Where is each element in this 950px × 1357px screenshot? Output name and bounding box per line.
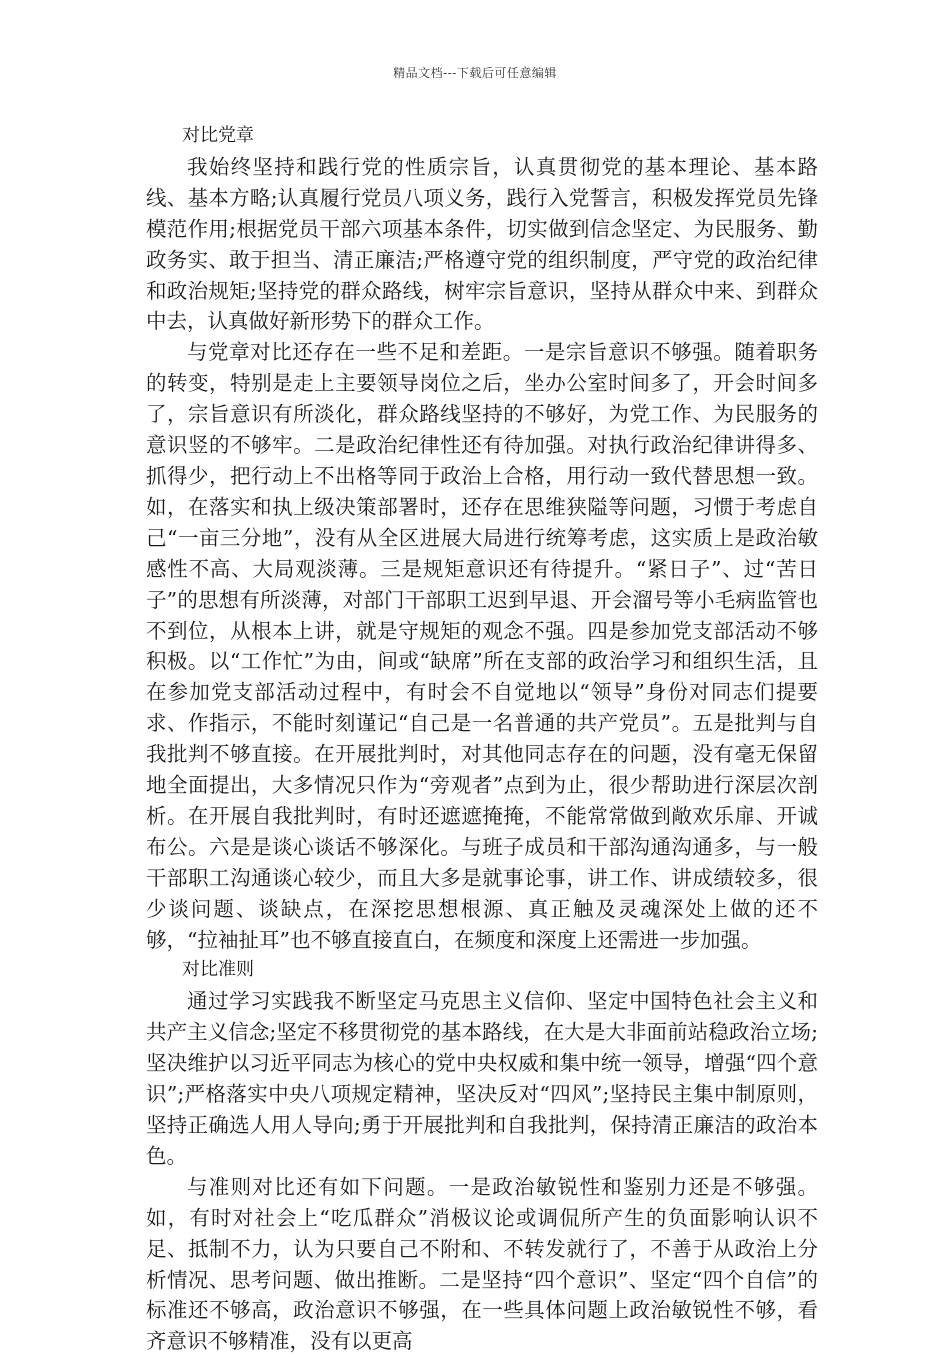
section-heading: 对比党章	[182, 125, 254, 146]
body-paragraph: 通过学习实践我不断坚定马克思主义信仰、坚定中国特色社会主义和共产主义信念;坚定不移贯彻党的基本路线，在大是大非面前站稳政治立场;坚决维护以习近平同志为核心的党中央权威和集中统一领导，增强“四个意识”;严格落实中央八项规定精神，坚决反对“四风”;坚持民主集中制原则，坚持正确选人用人导向;勇于开展批判和自我批判，保持清正廉洁的政治本色。	[146, 989, 818, 1168]
page-header: 精品文档---下载后可任意编辑	[393, 66, 557, 80]
body-paragraph: 与党章对比还存在一些不足和差距。一是宗旨意识不够强。随着职务的转变，特别是走上主要领导岗位之后，坐办公室时间多了，开会时间多了，宗旨意识有所淡化，群众路线坚持的不够好，为党工作、为民服务的意识竖的不够牢。二是政治纪律性还有待加强。对执行政治纪律讲得多、抓得少，把行动上不出格等同于政治上合格，用行动一致代替思想一致。如，在落实和执上级决策部署时，还存在思维狭隘等问题，习惯于考虑自己“一亩三分地”，没有从全区进展大局进行统筹考虑，这实质上是政治敏感性不高、大局观淡薄。三是规矩意识还有待提升。“紧日子”、过“苦日子”的思想有所淡薄，对部门干部职工迟到早退、开会溜号等小毛病监管也不到位，从根本上讲，就是守规矩的观念不强。四是参加党支部活动不够积极。以“工作忙”为由，间或“缺席”所在支部的政治学习和组织生活，且在参加党支部活动过程中，有时会不自觉地以“领导”身份对同志们提要求、作指示，不能时刻谨记“自己是一名普通的共产党员”。五是批判与自我批判不够直接。在开展批判时，对其他同志存在的问题，没有毫无保留地全面提出，大多情况只作为“旁观者”点到为止，很少帮助进行深层次剖析。在开展自我批判时，有时还遮遮掩掩，不能常常做到敞欢乐扉、开诚布公。六是是谈心谈话不够深化。与班子成员和干部沟通沟通多，与一般干部职工沟通谈心较少，而且大多是就事论事，讲工作、讲成绩较多，很少谈问题、谈缺点，在深挖思想根源、真正触及灵魂深处上做的还不够，“拉袖扯耳”也不够直接直白，在频度和深度上还需进一步加强。	[146, 340, 818, 952]
body-paragraph: 与准则对比还有如下问题。一是政治敏锐性和鉴别力还是不够强。如，有时对社会上“吃瓜群众”消极议论或调侃所产生的负面影响认识不足、抵制不力，认为只要自己不附和、不转发就行了，不善于从政治上分析情况、思考问题、做出推断。二是坚持“四个意识”、坚定“四个自信”的标准还不够高，政治意识不够强，在一些具体问题上政治敏锐性不够，看齐意识不够精准，没有以更高	[146, 1174, 818, 1354]
body-paragraph: 我始终坚持和践行党的性质宗旨，认真贯彻党的基本理论、基本路线、基本方略;认真履行党员八项义务，践行入党誓言，积极发挥党员先锋模范作用;根据党员干部六项基本条件，切实做到信念坚定、为民服务、勤政务实、敢于担当、清正廉洁;严格遵守党的组织制度，严守党的政治纪律和政治规矩;坚持党的群众路线，树牢宗旨意识，坚持从群众中来、到群众中去，认真做好新形势下的群众工作。	[146, 154, 818, 334]
document-body	[146, 121, 818, 1357]
section-heading: 对比准则	[182, 959, 254, 981]
